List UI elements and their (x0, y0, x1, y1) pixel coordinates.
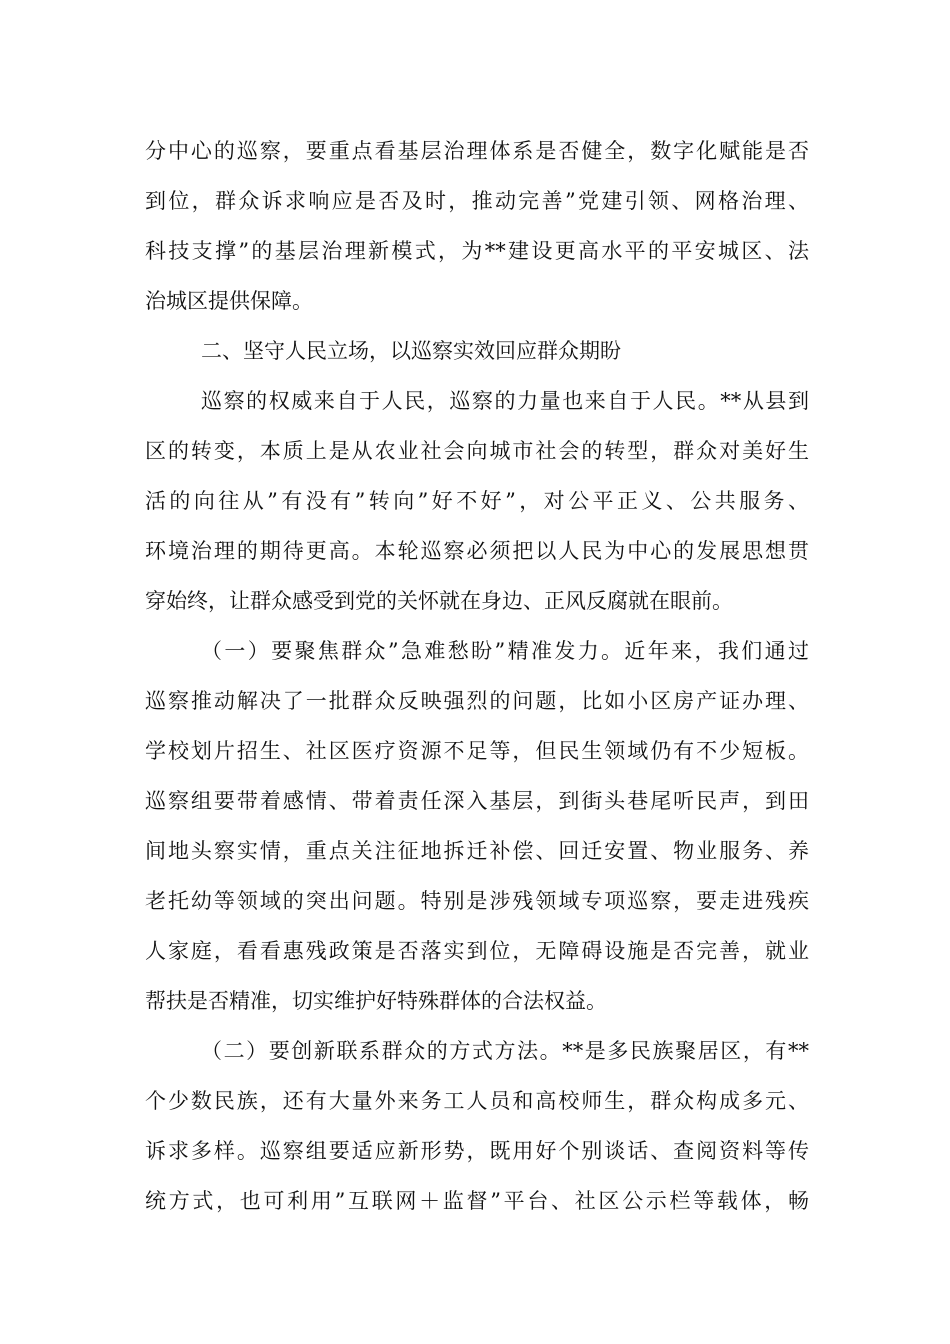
text-line: 学校划片招生、社区医疗资源不足等，但民生领域仍有不少短板。 (145, 739, 809, 763)
body-text (145, 126, 809, 1226)
text-line: 区的转变，本质上是从农业社会向城市社会的转型，群众对美好生 (145, 439, 809, 463)
text-line: 帮扶是否精准，切实维护好特殊群体的合法权益。 (145, 989, 607, 1013)
text-line: 环境治理的期待更高。本轮巡察必须把以人民为中心的发展思想贯 (145, 539, 809, 563)
text-line: 到位，群众诉求响应是否及时，推动完善”党建引领、网格治理、 (145, 189, 809, 213)
text-line: 统方式，也可利用”互联网＋监督”平台、社区公示栏等载体，畅 (145, 1189, 809, 1213)
subsection-line: （二）要创新联系群众的方式方法。**是多民族聚居区，有** (201, 1039, 809, 1063)
text-line: 诉求多样。巡察组要适应新形势，既用好个别谈话、查阅资料等传 (145, 1139, 809, 1163)
text-line: 治城区提供保障。 (145, 289, 313, 313)
text-line: 巡察的权威来自于人民，巡察的力量也来自于人民。**从县到 (201, 389, 809, 413)
text-line: 巡察推动解决了一批群众反映强烈的问题，比如小区房产证办理、 (145, 689, 809, 713)
subsection-line: （一）要聚焦群众”急难愁盼”精准发力。近年来，我们通过 (201, 639, 809, 663)
section-heading: 二、坚守人民立场，以巡察实效回应群众期盼 (201, 339, 621, 363)
text-line: 人家庭，看看惠残政策是否落实到位，无障碍设施是否完善，就业 (145, 939, 809, 963)
text-line: 个少数民族，还有大量外来务工人员和高校师生，群众构成多元、 (145, 1089, 809, 1113)
text-line: 活的向往从”有没有”转向”好不好”，对公平正义、公共服务、 (145, 489, 809, 513)
text-line: 科技支撑”的基层治理新模式，为**建设更高水平的平安城区、法 (145, 239, 809, 263)
text-line: 分中心的巡察，要重点看基层治理体系是否健全，数字化赋能是否 (145, 139, 809, 163)
text-line: 间地头察实情，重点关注征地拆迁补偿、回迁安置、物业服务、养 (145, 839, 809, 863)
text-line: 穿始终，让群众感受到党的关怀就在身边、正风反腐就在眼前。 (145, 589, 733, 613)
text-line: 巡察组要带着感情、带着责任深入基层，到街头巷尾听民声，到田 (145, 789, 809, 813)
text-line: 老托幼等领域的突出问题。特别是涉残领域专项巡察，要走进残疾 (145, 889, 809, 913)
